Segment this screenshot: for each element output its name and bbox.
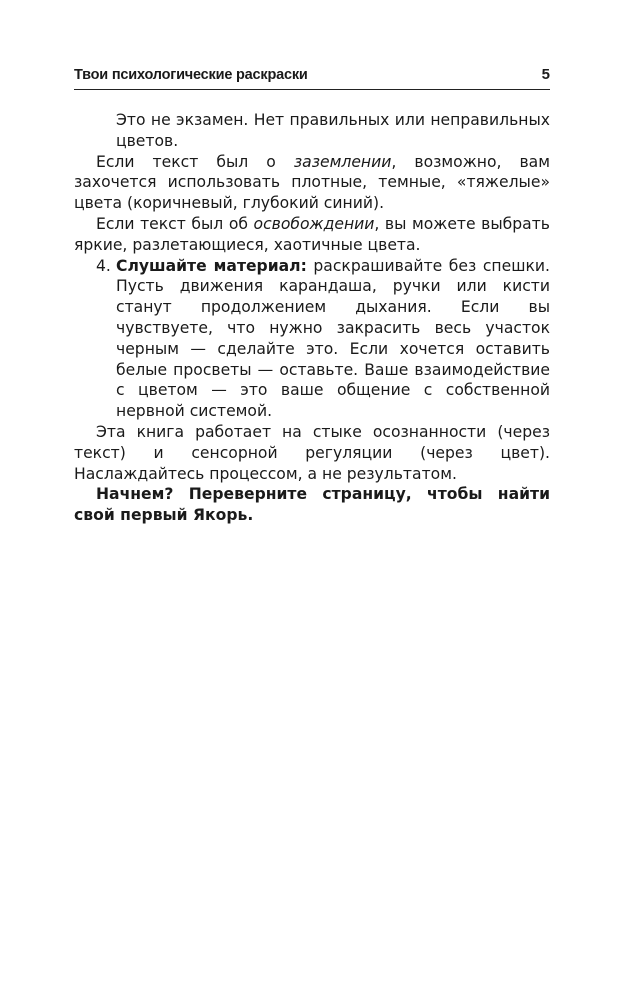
list-item-lead: Слушайте материал:: [116, 256, 307, 275]
paragraph-grounding-intro: Если текст был о: [96, 152, 294, 171]
paragraph-call-to-action: Начнем? Переверните страницу, чтобы найти свой первый Якорь.: [74, 485, 550, 525]
term-grounding: заземлении: [293, 152, 392, 171]
list-item-text: раскрашивайте без спешки. Пусть движения карандаша, ручки или кисти станут продолжением дыхания. Если вы чувствуете, что нужно закрасить весь участок черным — сделайте это. Если хочется оставить белые просветы — оставьте. Ваше взаимодействие с цветом — это ваше общение с собственной нервной системой.: [116, 256, 550, 421]
paragraph-release-intro: Если текст был об: [96, 214, 254, 233]
page-number: 5: [541, 66, 550, 83]
paragraph-release-rest: , вы можете выбрать яркие, разлетающиеся, хаотичные цвета.: [74, 214, 550, 254]
page-body: [74, 110, 550, 526]
paragraph-book-purpose: Эта книга работает на стыке осознанности (через текст) и сенсорной регуляции (через цвет). Наслаждайтесь процессом, а не результатом.: [74, 422, 550, 483]
paragraph-no-exam: Это не экзамен. Нет правильных или неправильных цветов.: [116, 111, 550, 150]
running-header: [74, 60, 550, 90]
paragraph-grounding: [74, 152, 550, 214]
list-item-4: [74, 256, 550, 422]
list-item-number: 4.: [96, 256, 111, 275]
term-release: освобождении: [253, 214, 375, 233]
paragraph-grounding-rest: , возможно, вам захочется использовать плотные, темные, «тяжелые» цвета (коричневый, глубокий синий).: [74, 152, 550, 213]
running-title: Твои психологические раскраски: [74, 67, 308, 83]
paragraph-release: [74, 214, 550, 256]
